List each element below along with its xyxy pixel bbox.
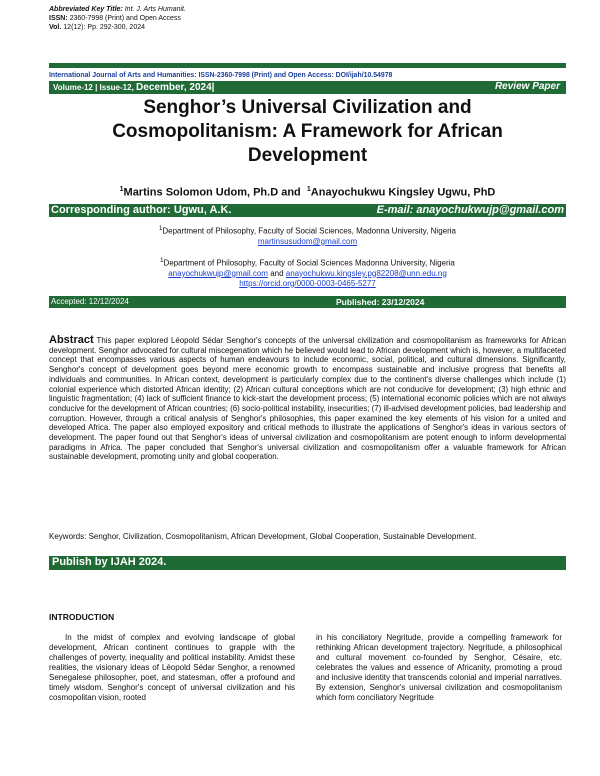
issue-date: December, 2024| bbox=[136, 82, 215, 93]
intro-column-right: in his conciliatory Negritude, provide a compelling framework for rethinking African development trajectory. Negritude, a philosophical and cultural movement co-founded by Senghor, Césaire, etc. celebrates the values and essence of Africanity, promoting a proud and inclusive identity that transcends colonial and imperial narratives. By extension, Senghor's universal civilization and cosmopolitanism which form conciliatory Negritude bbox=[316, 633, 562, 702]
aff2-email2-link[interactable]: anayochukwu.kingsley.pg82208@unn.edu.ng bbox=[285, 268, 447, 278]
aff1-text: Department of Philosophy, Faculty of Social Sciences, Madonna University, Nigeria bbox=[162, 226, 456, 236]
author2-sup: 1 bbox=[306, 186, 311, 193]
orcid-link[interactable]: https://orcid.org/0000-0003-0465-5277 bbox=[239, 278, 376, 288]
aff2-sup: 1 bbox=[160, 258, 164, 264]
aff2-and: and bbox=[270, 268, 284, 278]
vol-label: Vol. bbox=[49, 24, 62, 31]
dates-bar bbox=[49, 296, 566, 308]
title-line-2: Cosmopolitanism: A Framework for African bbox=[112, 121, 503, 142]
paper-type: Review Paper bbox=[494, 81, 560, 92]
introduction-heading: INTRODUCTION bbox=[49, 612, 115, 622]
volume-line bbox=[49, 23, 145, 32]
title-line-3: Development bbox=[247, 145, 368, 166]
published-date: Published: 23/12/2024 bbox=[336, 297, 425, 307]
aff1-sup: 1 bbox=[159, 226, 163, 232]
accepted-date: Accepted: 12/12/2024 bbox=[51, 297, 129, 306]
issue-bar bbox=[49, 81, 566, 94]
vol-value: 12(12): Pp. 292-300, 2024 bbox=[63, 24, 146, 31]
aff1-email-link[interactable]: martinsusudom@gmail.com bbox=[257, 236, 358, 246]
article-title bbox=[49, 96, 566, 168]
abbrev-label: Abbreviated Key Title: bbox=[49, 6, 123, 13]
abstract bbox=[49, 336, 566, 462]
author-1: Martins Solomon Udom, Ph.D and bbox=[123, 186, 301, 199]
intro-column-left: In the midst of complex and evolving landscape of global development, African continent continues to grapple with the challenges of poverty, inequality and political instability. Amidst these realities, the visionary ideas of Léopold Sédar Senghor, a renowned Senegalese philosopher, poet, and statesman, offer a profound and timely wisdom. Senghor's concept of universal civilization and his cosmopolitan vision, rooted bbox=[49, 633, 295, 702]
issue-info bbox=[53, 82, 214, 93]
issn-line bbox=[49, 14, 181, 23]
authors bbox=[49, 186, 566, 199]
affiliation-2 bbox=[49, 256, 566, 289]
abstract-heading: Abstract bbox=[49, 334, 94, 346]
corresponding-bar bbox=[49, 204, 566, 217]
aff2-text: Department of Philosophy, Faculty of Social Sciences Madonna University, Nigeria bbox=[163, 258, 455, 268]
abstract-text: This paper explored Léopold Sédar Senghor's concepts of the universal civilization and cosmopolitanism as frameworks for African development. Senghor advocated for cultural miscegenation which he believed would lead to African development which is, however, a multifaceted concept that encompasses various aspects of human endeavours to include economic, social, political, and cultural dimensions. Significantly, Senghor's concept of development goes beyond mere economic growth to encompass sustainable and inclusive progress that benefits all individuals and communities. In African context, development is particularly complex due to the continent's diverse challenges which include (1) colonial experience which distorted African identity; (2) African cultural conceptions which are not conducive for development; (3) high ethnic and linguistic fragmentation; (4) lack of sufficient finance to kick-start the development process; (5) international economic policies which are not always conducive for the development of African countries; (6) socio-political instability, insecurities; (7) ill-advised development policies, bad leadership and corruption. However, through a critical analysis of Senghor's philosophies, this paper examined the key elements of his vision for a united and developed Africa. The paper also employed expository and critical methods to illustrate the applications of Senghor's ideas in various sectors of development. The paper found out that Senghor's ideas of universal civilization and cosmopolitanism are potent enough to inform developmental paradigms in Africa. The paper concluded that Senghor's universal civilization and cosmopolitanism offer a valuable framework for African sustainable development, promoting unity and global cooperation. bbox=[49, 336, 566, 462]
publish-bar bbox=[49, 556, 566, 570]
issue-text: Volume-12 | Issue-12, bbox=[53, 83, 134, 92]
issn-label: ISSN: bbox=[49, 15, 68, 22]
author-2: Anayochukwu Kingsley Ugwu, PhD bbox=[310, 186, 496, 199]
issn-value: 2360-7998 (Print) and Open Access bbox=[69, 15, 181, 22]
header-divider bbox=[49, 63, 566, 68]
affiliation-1 bbox=[49, 224, 566, 247]
email-line: E-mail: anayochukwujp@gmail.com bbox=[376, 204, 564, 216]
abbrev-value: Int. J. Arts Humanit. bbox=[124, 6, 186, 13]
author1-sup: 1 bbox=[119, 186, 124, 193]
publish-text: Publish by IJAH 2024. bbox=[52, 556, 167, 568]
title-line-1: Senghor’s Universal Civilization and bbox=[143, 97, 472, 118]
journal-line: International Journal of Arts and Humanities: ISSN-2360-7998 (Print) and Open Access: DOI/ijah/10.54978 bbox=[49, 72, 393, 79]
corresponding-author: Corresponding author: Ugwu, A.K. bbox=[51, 204, 232, 216]
abbreviated-key-title bbox=[49, 5, 186, 14]
keywords: Keywords: Senghor, Civilization, Cosmopolitanism, African Development, Global Cooperation, Sustainable Development. bbox=[49, 532, 477, 541]
aff2-email1-link[interactable]: anayochukwujp@gmail.com bbox=[168, 268, 268, 278]
